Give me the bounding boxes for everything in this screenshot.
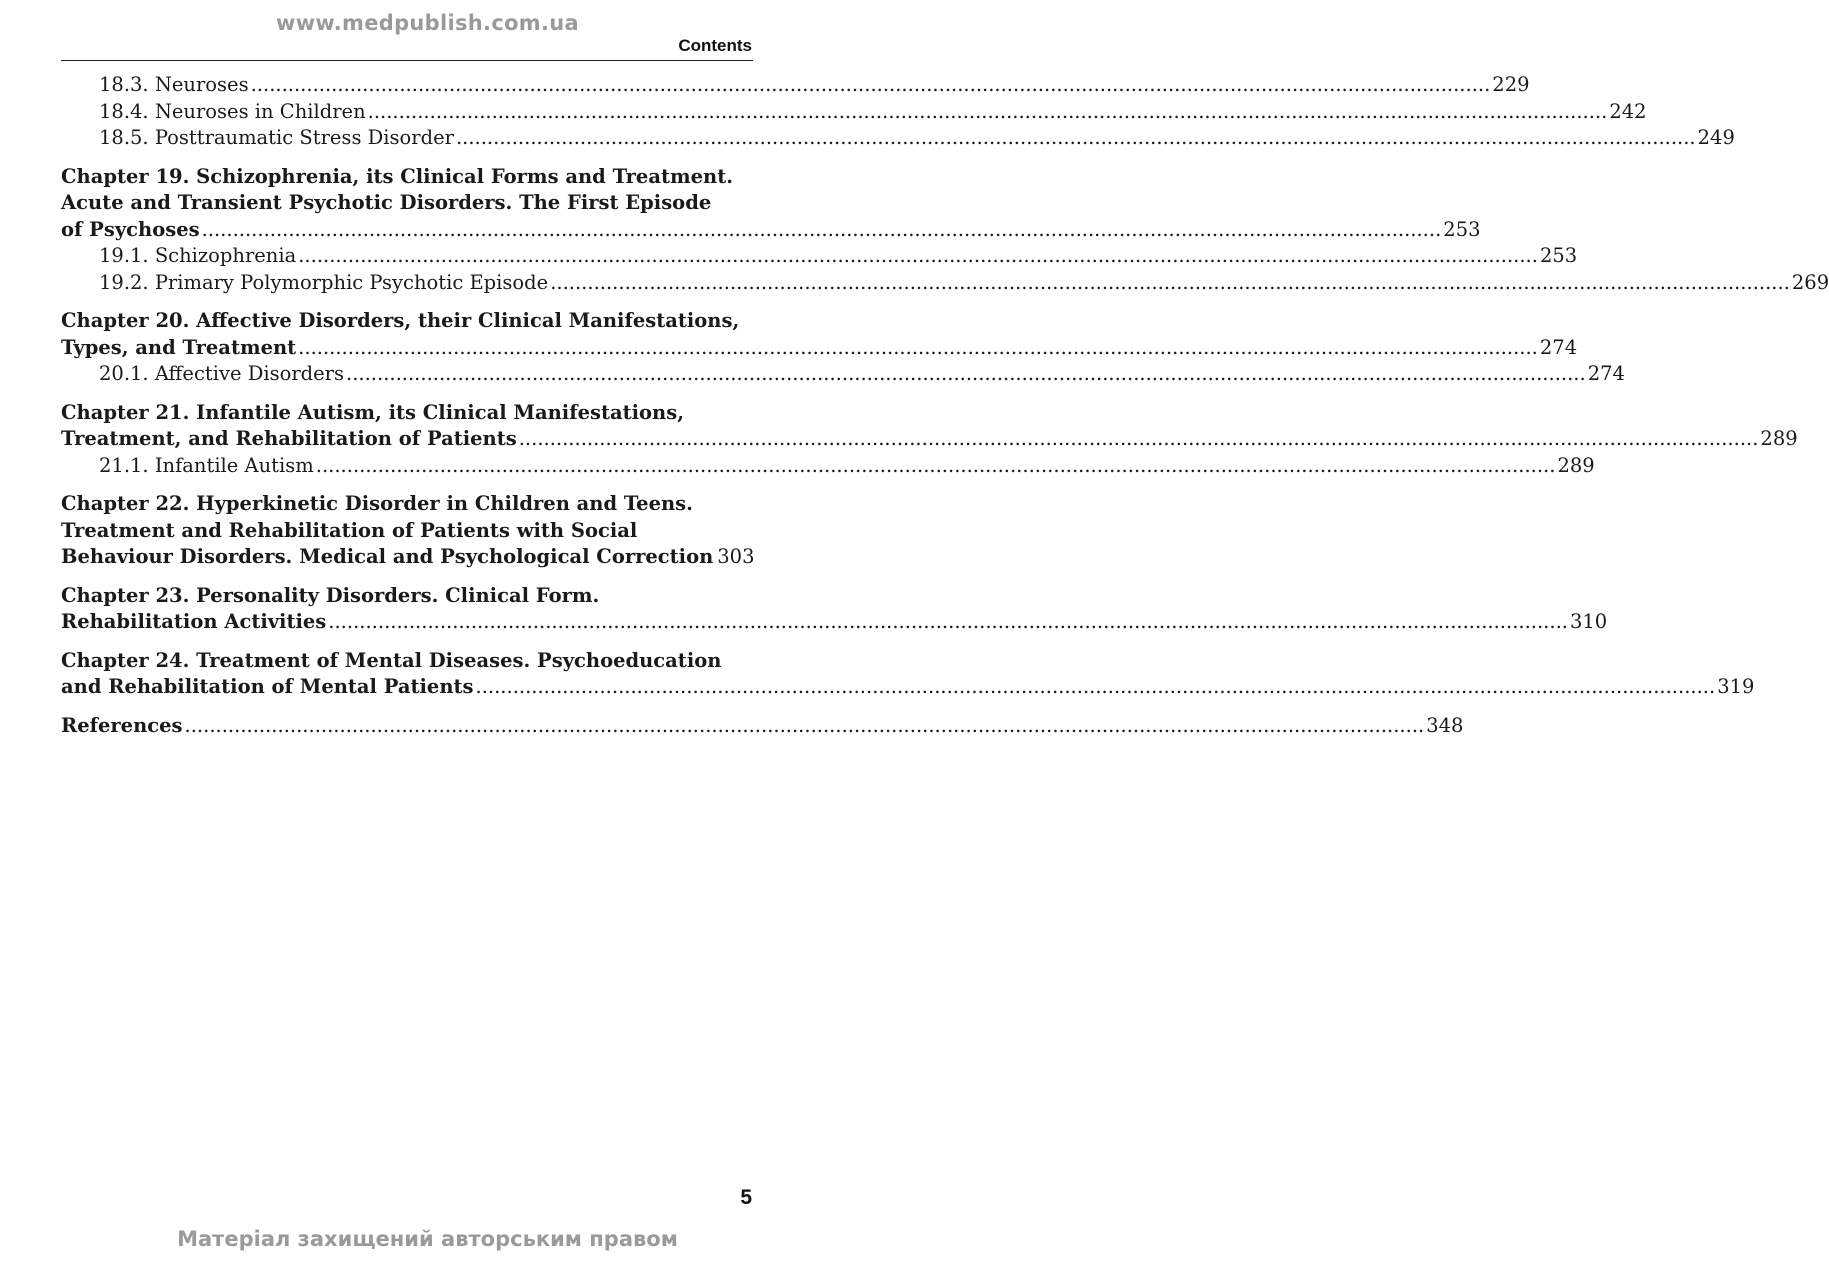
toc-section-entry[interactable] bbox=[61, 125, 1735, 152]
toc-section-entry[interactable] bbox=[61, 453, 1595, 480]
toc-chapter-entry[interactable] bbox=[61, 164, 1481, 244]
toc-entry-title-line: Behaviour Disorders. Medical and Psychological Correction bbox=[61, 545, 714, 568]
toc-page-number: 319 bbox=[1717, 675, 1755, 698]
dot-leader: ........................................................................................................................................................................................................ bbox=[315, 453, 1556, 477]
toc-page-number: 242 bbox=[1609, 99, 1647, 123]
toc-entry-title-line: 21.1. Infantile Autism bbox=[99, 453, 314, 477]
toc-chapter-entry[interactable] bbox=[61, 308, 1578, 361]
toc-entry-title-line: Treatment and Rehabilitation of Patients with Social bbox=[61, 518, 638, 542]
toc-entry-title-line: Chapter 19. Schizophrenia, its Clinical Forms and Treatment. bbox=[61, 164, 733, 188]
toc-entry-title-line: Chapter 24. Treatment of Mental Diseases. Psychoeducation bbox=[61, 648, 722, 672]
toc-chapter-entry[interactable] bbox=[61, 583, 1608, 636]
toc-chapter-entry[interactable] bbox=[61, 648, 1755, 701]
toc-entry-title-line: Chapter 23. Personality Disorders. Clinical Form. bbox=[61, 583, 600, 607]
toc-section-entry[interactable] bbox=[61, 99, 1647, 126]
toc-entry-title-line: Treatment, and Rehabilitation of Patients bbox=[61, 427, 517, 450]
toc-entry-title-line: 18.4. Neuroses in Children bbox=[99, 99, 366, 123]
toc-page-number: 253 bbox=[1443, 217, 1481, 241]
toc-entry-title-line: Rehabilitation Activities bbox=[61, 610, 327, 633]
toc-entry-title-line: 19.2. Primary Polymorphic Psychotic Episode bbox=[99, 270, 549, 294]
toc-entry-title-line: Types, and Treatment bbox=[61, 335, 297, 359]
toc-chapter-entry[interactable] bbox=[61, 400, 1798, 453]
page-number: 5 bbox=[740, 1186, 752, 1209]
toc-entry-title-line: 20.1. Affective Disorders bbox=[99, 362, 344, 385]
toc-page-number: 249 bbox=[1697, 126, 1735, 149]
dot-leader: ........................................................................................................................................................................................................ bbox=[298, 335, 1538, 359]
dot-leader: ........................................................................................................................................................................................................ bbox=[201, 217, 1442, 241]
toc-page-number: 289 bbox=[1557, 453, 1595, 477]
dot-leader: ........................................................................................................................................................................................................ bbox=[346, 362, 1586, 385]
dot-leader: ........................................................................................................................................................................................................ bbox=[550, 270, 1790, 294]
dot-leader: ........................................................................................................................................................................................................ bbox=[298, 244, 1538, 267]
header-rule bbox=[61, 60, 753, 61]
toc-page-number: 253 bbox=[1539, 244, 1578, 267]
toc-page-number: 310 bbox=[1569, 610, 1608, 633]
toc-entry-title-line: 18.3. Neuroses bbox=[99, 73, 249, 96]
toc-page-number: 274 bbox=[1587, 362, 1625, 385]
toc-entry-title-line: Chapter 22. Hyperkinetic Disorder in Children and Teens. bbox=[61, 492, 693, 515]
toc-section-entry[interactable] bbox=[61, 72, 1530, 99]
toc-entry-title-line: 18.5. Posttraumatic Stress Disorder bbox=[99, 126, 454, 149]
dot-leader: ........................................................................................................................................................................................................ bbox=[184, 713, 1425, 737]
toc-entry-title-line: References bbox=[61, 713, 183, 737]
dot-leader: ........................................................................................................................................................................................................ bbox=[328, 610, 1568, 633]
copyright-watermark: Матеріал захищений авторським правом bbox=[177, 1227, 678, 1251]
toc-entry-title-line: 19.1. Schizophrenia bbox=[99, 244, 297, 267]
toc-entry-title-line: and Rehabilitation of Mental Patients bbox=[61, 675, 474, 698]
toc-entry-title-line: of Psychoses bbox=[61, 217, 200, 241]
dot-leader: ........................................................................................................................................................................................................ bbox=[455, 126, 1696, 149]
toc-page-number: 269 bbox=[1791, 270, 1829, 294]
toc-chapter-entry[interactable] bbox=[61, 491, 753, 571]
dot-leader: ........................................................................................................................................................................................................ bbox=[518, 427, 1759, 450]
toc-entry-title-line: Acute and Transient Psychotic Disorders. The First Episode bbox=[61, 191, 712, 214]
table-of-contents bbox=[61, 72, 1829, 739]
watermark-url: www.medpublish.com.ua bbox=[276, 11, 579, 35]
toc-section-entry[interactable] bbox=[61, 361, 1625, 388]
dot-leader: ........................................................................................................................................................................................................ bbox=[367, 99, 1608, 123]
toc-page-number: 274 bbox=[1539, 335, 1578, 359]
toc-page-number: 229 bbox=[1492, 73, 1530, 96]
toc-page-number: 348 bbox=[1426, 713, 1464, 737]
toc-chapter-entry[interactable] bbox=[61, 713, 1464, 740]
toc-entry-title-line: Chapter 21. Infantile Autism, its Clinical Manifestations, bbox=[61, 400, 684, 424]
toc-page-number: 303 bbox=[717, 545, 755, 568]
toc-section-entry[interactable] bbox=[61, 270, 1829, 297]
dot-leader: ........................................................................................................................................................................................................ bbox=[250, 73, 1491, 96]
dot-leader: ........................................................................................................................................................................................................ bbox=[475, 675, 1716, 698]
toc-page-number: 289 bbox=[1760, 427, 1798, 450]
toc-entry-title-line: Chapter 20. Affective Disorders, their Clinical Manifestations, bbox=[61, 309, 740, 332]
running-head: Contents bbox=[678, 36, 752, 55]
toc-section-entry[interactable] bbox=[61, 243, 1578, 270]
